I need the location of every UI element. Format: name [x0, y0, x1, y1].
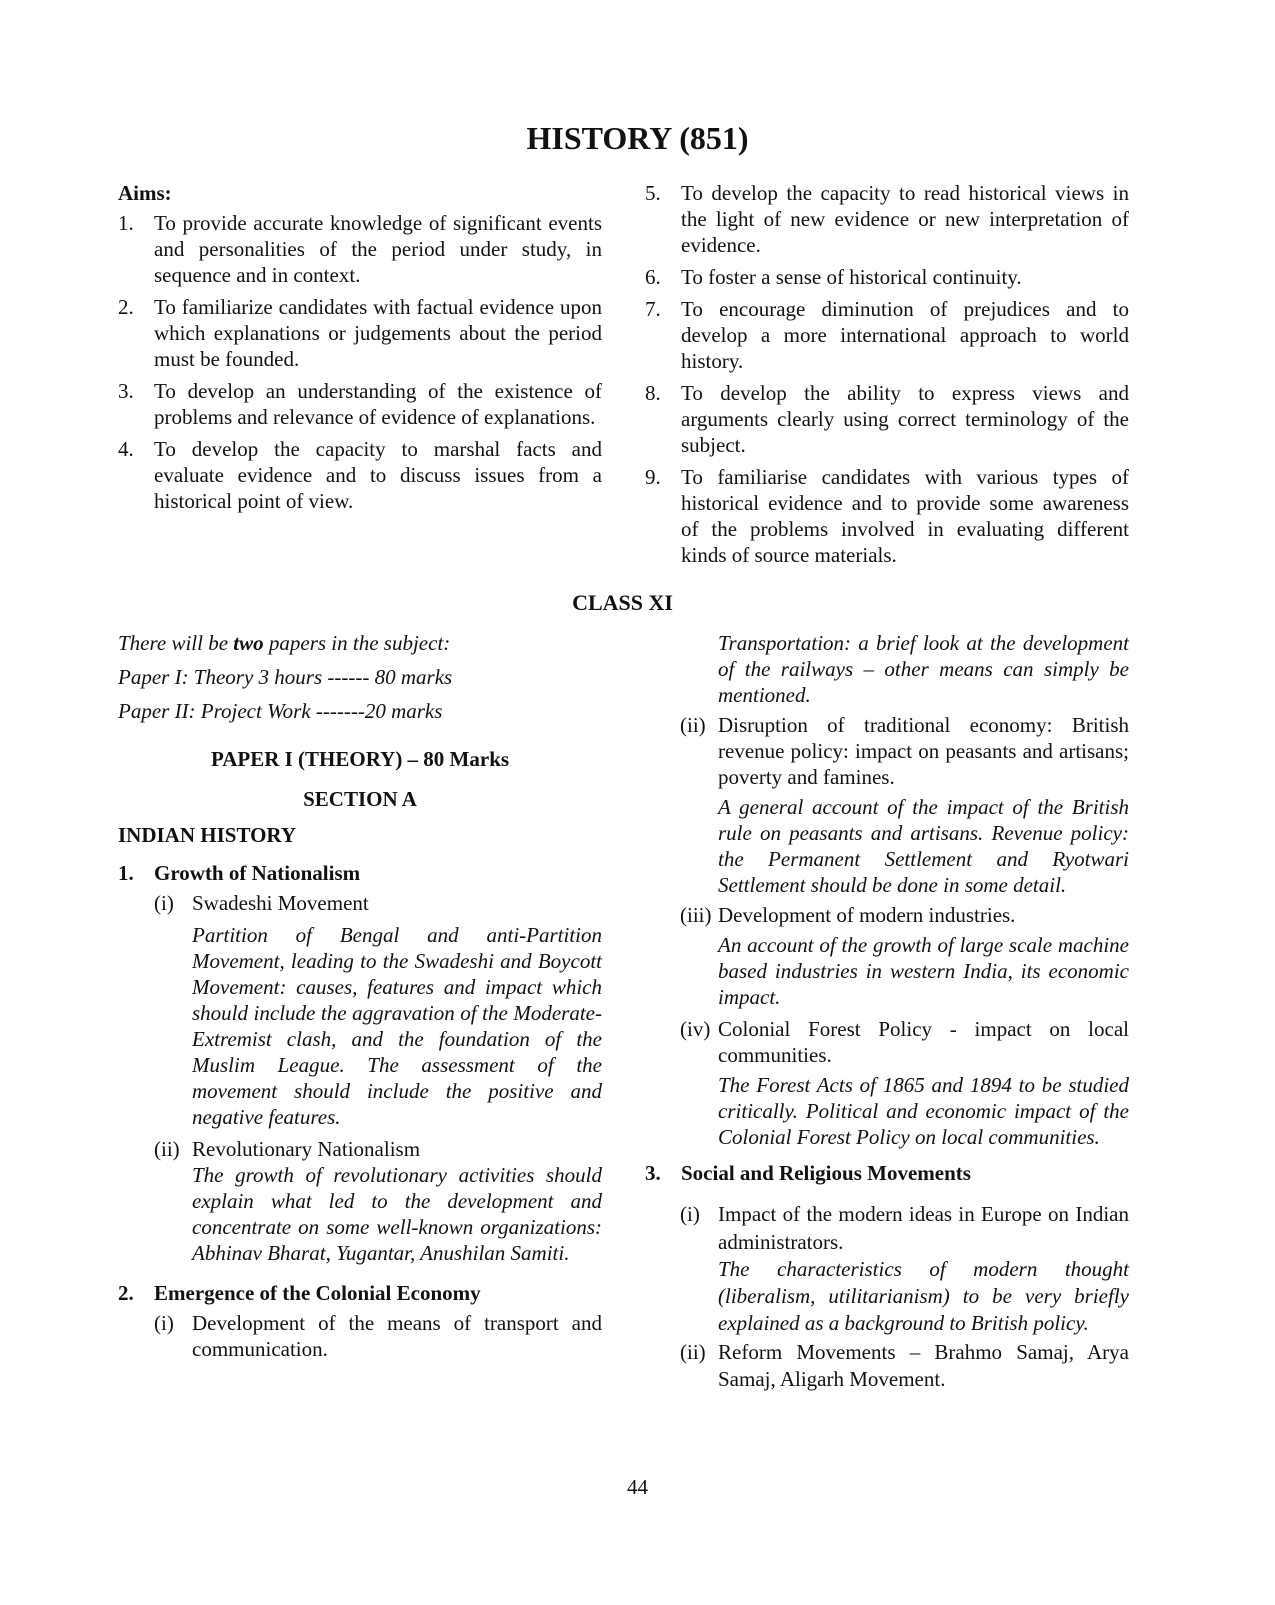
subtopic-number: (i)	[680, 1202, 700, 1226]
subtopic-number: (iv)	[680, 1017, 711, 1041]
topic-number: 1.	[118, 861, 134, 885]
subtopic	[680, 712, 1129, 790]
subtopic-title: Impact of the modern ideas in Europe on Indian administrators.	[718, 1202, 1129, 1254]
subtopic-note: Partition of Bengal and anti-Partition Movement, leading to the Swadeshi and Boycott Movement: causes, features and impact which should include the aggravation of the Moderate-Extremist clash, and the foundation of the Muslim League. The assessment of the movement should include the positive and negative features.	[192, 923, 602, 1129]
indian-history-heading: INDIAN HISTORY	[118, 823, 296, 847]
aim-item	[645, 296, 1129, 374]
page-number: 44	[627, 1475, 648, 1499]
subtopic-number: (ii)	[680, 713, 706, 737]
topic-title: Emergence of the Colonial Economy	[154, 1281, 481, 1305]
aim-number: 4.	[118, 437, 134, 461]
aim-item	[118, 378, 602, 430]
aim-number: 5.	[645, 181, 661, 205]
topic-body	[118, 890, 602, 1266]
section-heading: SECTION A	[303, 787, 417, 811]
subtopic-note: An account of the growth of large scale machine based industries in western India, its economic impact.	[718, 933, 1129, 1009]
topic-heading	[645, 1160, 1129, 1186]
subtopic-note: A general account of the impact of the British rule on peasants and artisans. Revenue policy: the Permanent Settlement and Ryotwari Settlement should be done in some detail.	[718, 795, 1129, 897]
paper-heading: PAPER I (THEORY) – 80 Marks	[210, 747, 510, 771]
aim-item	[645, 380, 1129, 458]
subtopic-title: Development of modern industries.	[718, 903, 1016, 927]
subtopic-number: (ii)	[680, 1340, 706, 1364]
aim-text: To develop the capacity to read historical views in the light of new evidence or new interpretation of evidence.	[681, 181, 1129, 257]
aim-item	[118, 436, 602, 514]
aim-item	[645, 464, 1129, 568]
aim-number: 9.	[645, 465, 661, 489]
aims-right-column	[645, 180, 1129, 574]
topic-heading	[118, 860, 602, 886]
aim-text: To provide accurate knowledge of significant events and personalities of the period under study, in sequence and in context.	[154, 211, 602, 287]
subtopic-note: The characteristics of modern thought (liberalism, utilitarianism) to be very briefly explained as a background to British policy.	[718, 1257, 1129, 1335]
aim-item	[645, 264, 1129, 290]
subtopic-number: (i)	[154, 891, 174, 915]
aim-text: To familiarise candidates with various types of historical evidence and to provide some awareness of the problems involved in evaluating different kinds of source materials.	[681, 465, 1129, 567]
aims-left-column	[118, 180, 602, 520]
subtopic-title: Colonial Forest Policy - impact on local communities.	[718, 1017, 1129, 1067]
aim-number: 2.	[118, 295, 134, 319]
class-heading: CLASS XI	[572, 590, 673, 615]
aim-text: To familiarize candidates with factual evidence upon which explanations or judgements about the period must be founded.	[154, 295, 602, 371]
aim-text: To foster a sense of historical continuity.	[681, 265, 1022, 289]
topic-title: Growth of Nationalism	[154, 861, 361, 885]
topic-number: 3.	[645, 1161, 661, 1185]
intro-pre: There will be	[118, 631, 234, 655]
aim-text: To develop an understanding of the existence of problems and relevance of evidence of explanations.	[154, 379, 602, 429]
subtopic	[154, 890, 602, 916]
subtopic-number: (i)	[154, 1311, 174, 1335]
subtopic	[680, 1339, 1129, 1393]
subtopic	[680, 1200, 1129, 1256]
topic-title: Social and Religious Movements	[681, 1161, 971, 1185]
topic-body	[118, 1310, 602, 1362]
subtopic	[680, 902, 1129, 928]
aim-number: 8.	[645, 381, 661, 405]
paper2-line: Paper II: Project Work -------20 marks	[118, 699, 443, 723]
aim-number: 3.	[118, 379, 134, 403]
topic-heading	[118, 1280, 602, 1306]
aim-text: To develop the ability to express views and arguments clearly using correct terminology of the subject.	[681, 381, 1129, 457]
subtopic-title: Swadeshi Movement	[192, 891, 369, 915]
aim-number: 6.	[645, 265, 661, 289]
intro-post: papers in the subject:	[263, 631, 451, 655]
paper1-line: Paper I: Theory 3 hours ------ 80 marks	[118, 665, 453, 689]
subtopic-note: The growth of revolutionary activities should explain what led to the development and concentrate on some well-known organizations: Abhinav Bharat, Yugantar, Anushilan Samiti.	[192, 1163, 602, 1265]
subtopic-number: (iii)	[680, 903, 712, 927]
topic-number: 2.	[118, 1281, 134, 1305]
aim-item	[645, 180, 1129, 258]
aim-item	[118, 210, 602, 288]
papers-intro	[118, 630, 602, 656]
subtopic-note: The Forest Acts of 1865 and 1894 to be studied critically. Political and economic impact of the Colonial Forest Policy on local communities.	[718, 1073, 1129, 1149]
subtopic	[154, 1310, 602, 1362]
subtopic-title: Revolutionary Nationalism	[192, 1137, 421, 1161]
syllabus-left-column	[118, 630, 602, 1362]
syllabus-right-column	[645, 630, 1129, 1393]
aims-heading: Aims:	[118, 181, 172, 205]
subtopic-title: Development of the means of transport and communication.	[192, 1311, 602, 1361]
aim-number: 7.	[645, 297, 661, 321]
aim-text: To encourage diminution of prejudices and to develop a more international approach to world history.	[681, 297, 1129, 373]
page-title: HISTORY (851)	[526, 120, 749, 156]
aim-text: To develop the capacity to marshal facts and evaluate evidence and to discuss issues from a historical point of view.	[154, 437, 602, 513]
subtopic	[154, 1136, 602, 1162]
subtopic-number: (ii)	[154, 1137, 180, 1161]
aim-item	[118, 294, 602, 372]
subtopic	[680, 1016, 1129, 1068]
subtopic-title: Reform Movements – Brahmo Samaj, Arya Samaj, Aligarh Movement.	[718, 1340, 1129, 1391]
intro-bold: two	[233, 631, 264, 655]
subtopic-title: Disruption of traditional economy: British revenue policy: impact on peasants and artisans; poverty and famines.	[718, 713, 1129, 789]
aim-number: 1.	[118, 211, 134, 235]
subtopic-note: Transportation: a brief look at the development of the railways – other means can simply be mentioned.	[718, 631, 1129, 707]
